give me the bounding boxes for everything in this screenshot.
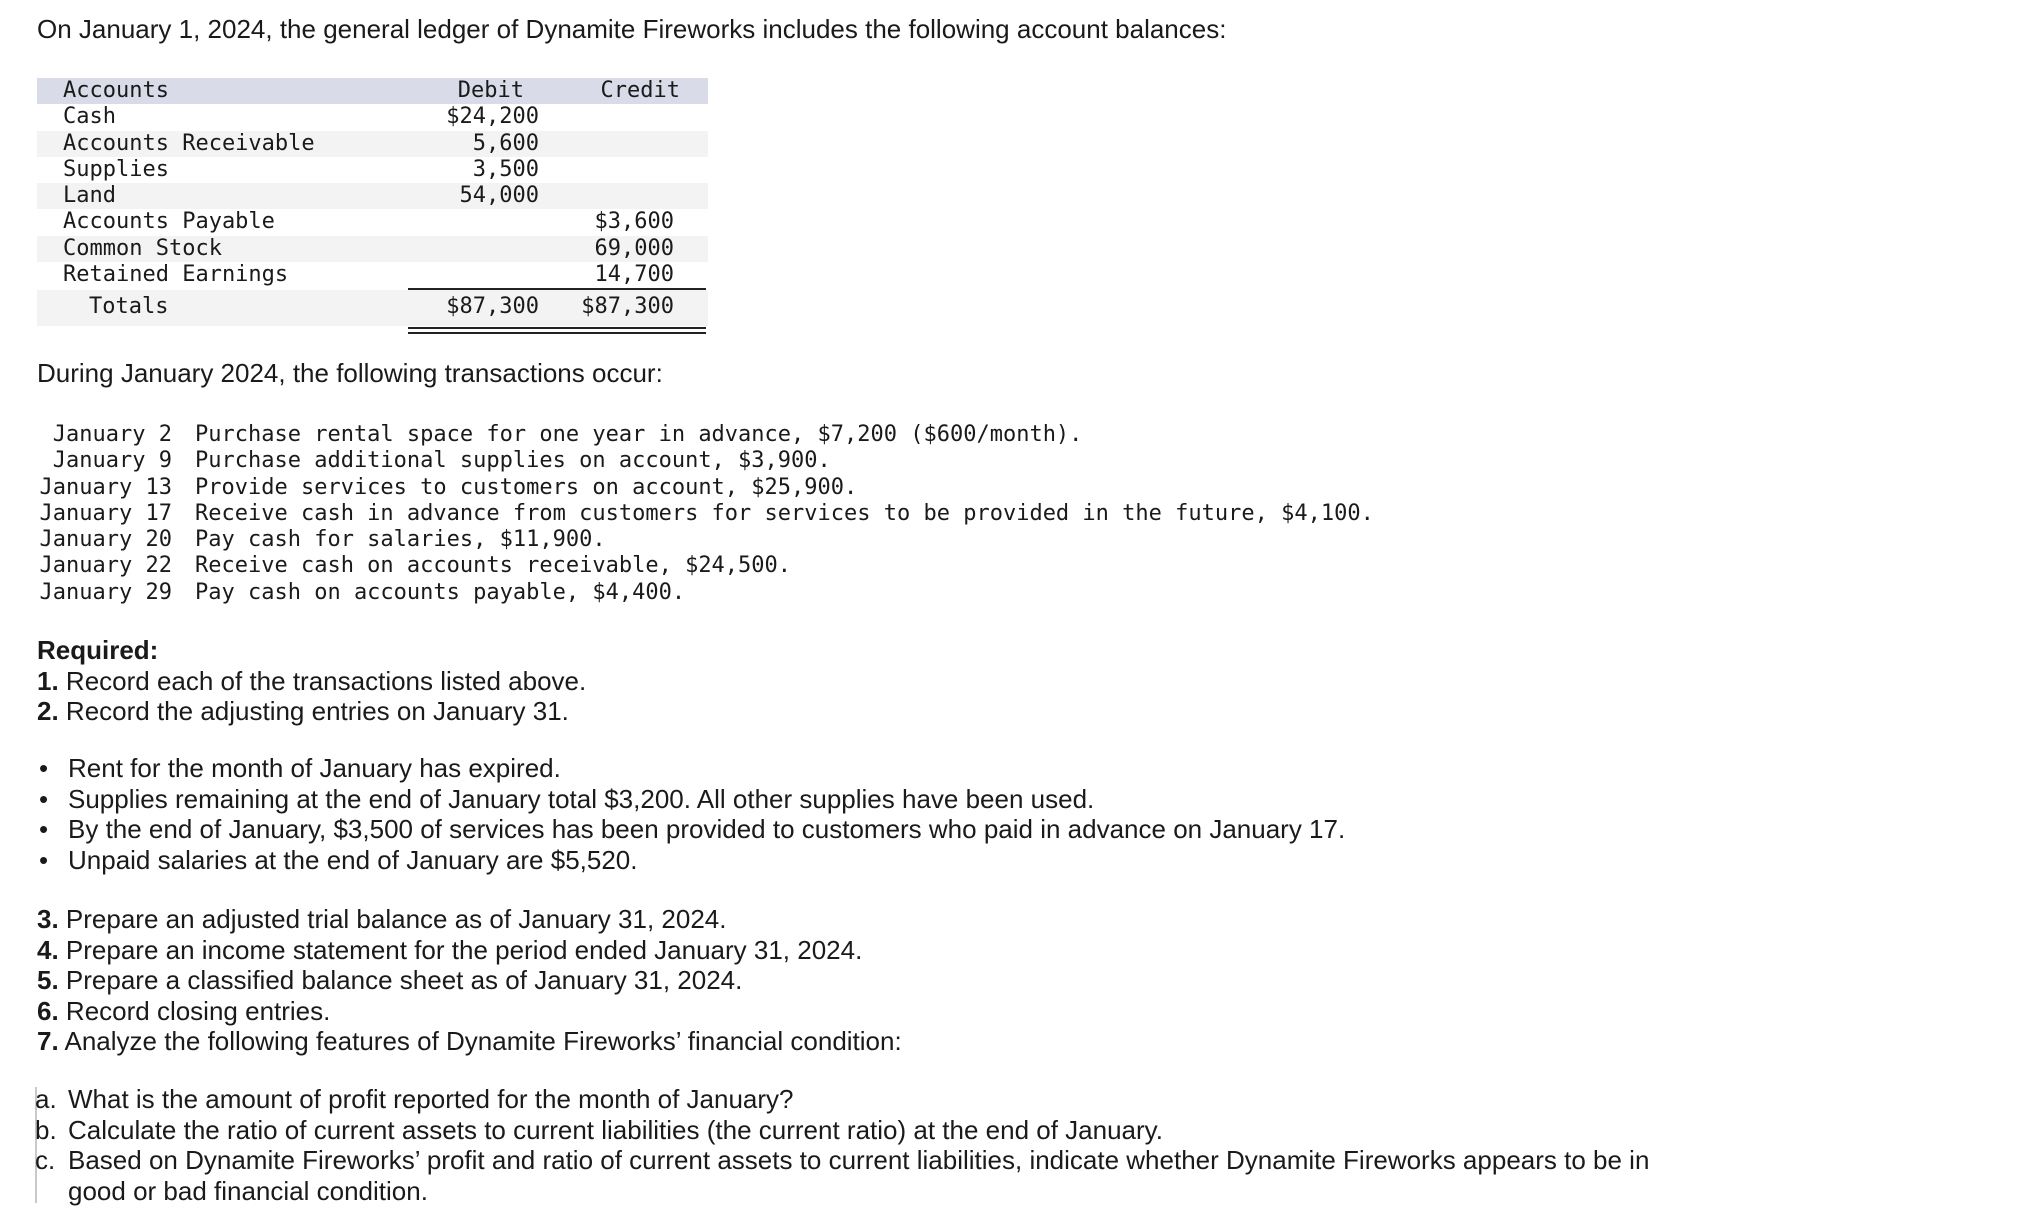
transaction-description: Pay cash for salaries, $11,900. bbox=[195, 527, 606, 553]
transaction-row bbox=[37, 501, 1374, 527]
table-row bbox=[37, 236, 708, 262]
transaction-date: January 29 bbox=[39, 579, 172, 605]
item-marker: c. bbox=[35, 1145, 56, 1175]
list-item bbox=[35, 1145, 1668, 1206]
item-number: 7. bbox=[37, 1026, 59, 1056]
list-item bbox=[37, 845, 1345, 876]
question-text: Based on Dynamite Fireworks’ profit and ratio of current assets to current liabilities, indicate whether Dynamite Fireworks appears to be in good or bad financial condition. bbox=[68, 1145, 1650, 1206]
credit-value: $3,600 bbox=[594, 209, 674, 235]
table-row bbox=[37, 183, 708, 209]
total-credit: $87,300 bbox=[581, 294, 674, 320]
adjustment-text: Unpaid salaries at the end of January are $5,520. bbox=[68, 844, 638, 875]
transaction-date: January 22 bbox=[39, 553, 172, 579]
required-item bbox=[37, 666, 586, 697]
item-number: 1. bbox=[37, 665, 59, 696]
transaction-description: Purchase rental space for one year in advance, $7,200 ($600/month). bbox=[195, 422, 1083, 447]
account-name: Accounts Payable bbox=[63, 209, 275, 235]
transaction-row bbox=[37, 553, 1374, 579]
required-heading: Required: bbox=[37, 635, 159, 665]
transaction-list bbox=[37, 422, 1374, 606]
header-debit: Debit bbox=[457, 78, 524, 103]
transaction-row bbox=[37, 527, 1374, 553]
transaction-row bbox=[37, 580, 1374, 606]
required-item bbox=[37, 965, 902, 996]
account-name: Common Stock bbox=[63, 235, 222, 261]
item-text: Analyze the following features of Dynamite Fireworks’ financial condition: bbox=[58, 1026, 902, 1056]
transaction-date: January 2 bbox=[52, 422, 172, 447]
item-text: Record each of the transactions listed above. bbox=[58, 665, 587, 696]
item-number: 2. bbox=[37, 696, 59, 726]
transaction-description: Receive cash on accounts receivable, $24,500. bbox=[195, 553, 792, 579]
transaction-row bbox=[37, 422, 1374, 448]
required-item bbox=[37, 1026, 902, 1057]
transaction-description: Receive cash in advance from customers for services to be provided in the future, $4,100. bbox=[195, 500, 1374, 526]
debit-value: 3,500 bbox=[472, 156, 539, 182]
debit-value: 54,000 bbox=[459, 183, 539, 209]
item-number: 6. bbox=[37, 995, 59, 1026]
credit-value: 14,700 bbox=[594, 262, 674, 288]
transaction-row bbox=[37, 475, 1374, 501]
transaction-description: Provide services to customers on account, $25,900. bbox=[195, 474, 858, 500]
transaction-date: January 9 bbox=[52, 448, 172, 474]
required-item bbox=[37, 935, 902, 966]
required-item bbox=[37, 904, 902, 935]
account-name: Land bbox=[63, 183, 116, 209]
item-number: 5. bbox=[37, 965, 59, 995]
account-name: Cash bbox=[63, 104, 116, 130]
item-number: 3. bbox=[37, 904, 59, 934]
total-debit: $87,300 bbox=[446, 294, 539, 320]
debit-value: 5,600 bbox=[472, 130, 539, 156]
bullet-icon: • bbox=[39, 783, 49, 814]
intro-text: On January 1, 2024, the general ledger of Dynamite Fireworks includes the following account balances: bbox=[37, 14, 1227, 44]
list-item bbox=[35, 1084, 1668, 1115]
table-row bbox=[37, 104, 708, 130]
analysis-questions bbox=[35, 1084, 1668, 1206]
transaction-row bbox=[37, 448, 1374, 474]
account-name: Retained Earnings bbox=[63, 262, 289, 288]
item-text: Prepare an income statement for the period ended January 31, 2024. bbox=[58, 934, 863, 965]
adjustment-text: By the end of January, $3,500 of services has been provided to customers who paid in advance on January 17. bbox=[68, 814, 1346, 844]
transaction-description: Purchase additional supplies on account, $3,900. bbox=[195, 448, 831, 474]
table-row bbox=[37, 131, 708, 157]
table-row bbox=[37, 262, 708, 288]
totals-label: Totals bbox=[89, 294, 169, 320]
credit-value: 69,000 bbox=[594, 235, 674, 261]
required-item bbox=[37, 696, 586, 727]
adjustment-text: Supplies remaining at the end of January total $3,200. All other supplies have been used. bbox=[68, 783, 1095, 814]
item-text: Prepare an adjusted trial balance as of January 31, 2024. bbox=[58, 904, 727, 934]
required-section bbox=[37, 635, 586, 727]
item-number: 4. bbox=[37, 934, 59, 965]
item-marker: b. bbox=[35, 1114, 57, 1145]
question-text: Calculate the ratio of current assets to current liabilities (the current ratio) at the end of January. bbox=[68, 1114, 1163, 1145]
header-accounts: Accounts bbox=[63, 78, 169, 103]
list-item bbox=[37, 753, 1345, 784]
bullet-icon: • bbox=[39, 753, 49, 783]
account-name: Accounts Receivable bbox=[63, 130, 315, 156]
item-marker: a. bbox=[35, 1084, 57, 1114]
subtotal-rule bbox=[408, 288, 706, 290]
item-text: Prepare a classified balance sheet as of January 31, 2024. bbox=[58, 965, 743, 995]
debit-value: $24,200 bbox=[446, 104, 539, 130]
item-text: Record closing entries. bbox=[58, 995, 331, 1026]
list-item bbox=[35, 1115, 1668, 1146]
required-item bbox=[37, 996, 902, 1027]
list-item bbox=[37, 814, 1345, 845]
trial-balance-table bbox=[37, 78, 708, 326]
table-header-row bbox=[37, 78, 708, 104]
transaction-date: January 17 bbox=[39, 500, 172, 526]
list-item bbox=[37, 784, 1345, 815]
bullet-icon: • bbox=[39, 844, 49, 875]
question-text: What is the amount of profit reported for the month of January? bbox=[68, 1084, 794, 1114]
account-name: Supplies bbox=[63, 156, 169, 182]
table-row bbox=[37, 157, 708, 183]
double-underline-rule bbox=[408, 327, 706, 334]
required-steps bbox=[37, 904, 902, 1057]
adjustment-list bbox=[37, 753, 1345, 875]
adjustment-text: Rent for the month of January has expired. bbox=[68, 753, 561, 783]
transactions-intro: During January 2024, the following transactions occur: bbox=[37, 358, 663, 388]
item-text: Record the adjusting entries on January 31. bbox=[58, 696, 569, 726]
transaction-description: Pay cash on accounts payable, $4,400. bbox=[195, 579, 686, 605]
header-credit: Credit bbox=[600, 78, 680, 103]
bullet-icon: • bbox=[39, 814, 49, 844]
transaction-date: January 13 bbox=[39, 474, 172, 500]
table-row bbox=[37, 209, 708, 235]
transaction-date: January 20 bbox=[39, 527, 172, 553]
totals-row bbox=[37, 290, 708, 326]
